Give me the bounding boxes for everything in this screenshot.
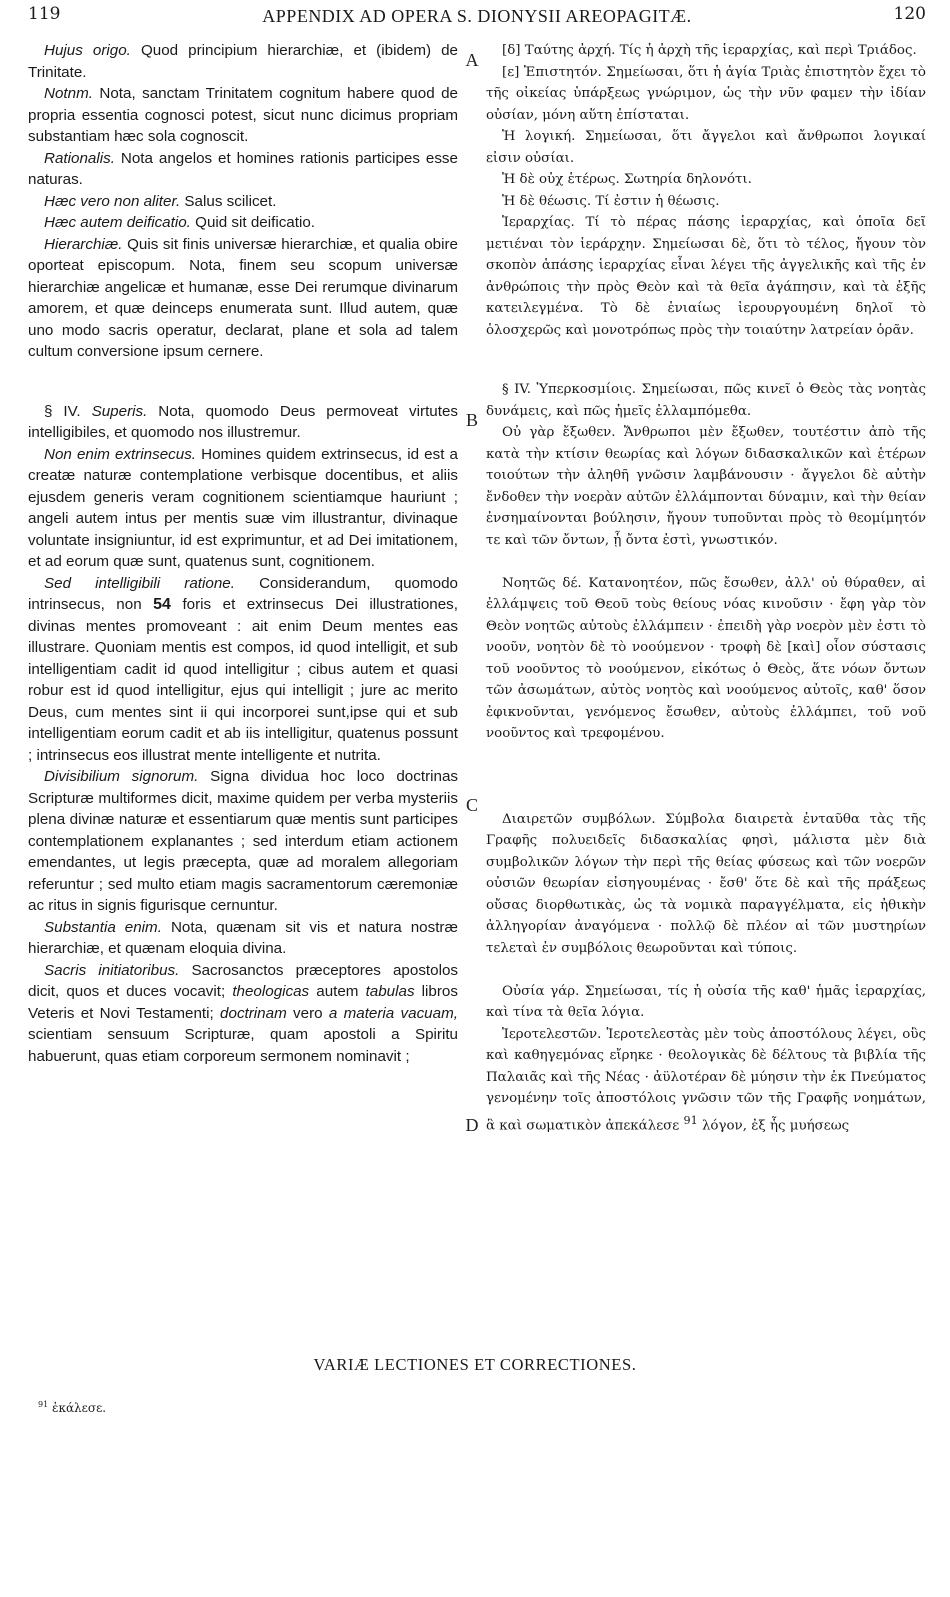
lemma: Sed intelligibili ratione. bbox=[44, 574, 235, 592]
footnote bbox=[38, 1400, 106, 1415]
italic-term: a materia vacuam, bbox=[328, 1004, 458, 1022]
running-title: APPENDIX AD OPERA S. DIONYSII AREOPAGITÆ. bbox=[262, 6, 692, 26]
greek-paragraph: Νοητῶς δέ. Κατανοητέον, πῶς ἔσωθεν, ἀλλ' οὐ θύραθεν, αἱ ἐλλάμψεις τοῦ Θεοῦ τοὺς θείους νόας κινοῦσιν · ἔφη γὰρ τὸν Θεὸν νοητῶς αὐτοὺς ἐλλάμπειν · ἐπειδὴ γὰρ νοερὸν μὲν ἐστι τὸ νοοῦν, νοητὸν δὲ τὸ νοούμενον · τροφὴ δὲ [καὶ] οἷον σύστασις τοῦ νοοῦντος τὸ νοούμενον, εἰκότως ὁ Θεὸς, ἅτε νόων ὄντων τῶν ἀσωμάτων, αὐτὸς νοητὸς καὶ νοούμενος αὐτοῖς, καθ' ὅσον ἐφικνοῦνται, γενόμενος ἔσωθεν, αὐτοὺς ἐλλάμπει, τοῦ νοῦ νοοῦντος καὶ τρεφομένου. bbox=[486, 575, 926, 741]
paragraph-text: Sacrosanctos præceptores apostolos dicit, quos et duces vocavit; bbox=[28, 961, 458, 1000]
paragraph-text: Nota, quænam sit vis et natura nostræ hierarchiæ, et quænam eloquia divina. bbox=[28, 918, 458, 957]
lemma: Sacris initiatoribus. bbox=[44, 961, 180, 979]
paragraph-text: Considerandum, quomodo intrinsecus, non bbox=[28, 574, 458, 613]
paragraph-text: Nota, sanctam Trinitatem cognitum habere quod de propria essentia cognosci potest, sicut nunc dicimus propriam substantiam hæc sola cognoscit. bbox=[28, 85, 458, 145]
paragraph-text: λόγον, ἐξ ἧς μυήσεως bbox=[701, 1117, 850, 1133]
lemma: Hæc vero non aliter. bbox=[44, 192, 181, 210]
footnote-number: 91 bbox=[38, 1400, 49, 1409]
page-number-right: 120 bbox=[893, 4, 926, 24]
paragraph-text: Quis sit finis universæ hierarchiæ, et qualia obire oporteat episcopum. Nota, finem seu scopum universæ hierarchiæ angelicæ et humanæ, esse Dei rerumque divinarum amorem, et quæ deinceps enumerata sunt. Illud autem, quæ uno modo sacris operatur, declarat, plane et sola ad talem cultum conversione ipsum cernere. bbox=[28, 235, 458, 360]
margin-marker-d: D bbox=[465, 1115, 479, 1135]
italic-term: theologicas bbox=[232, 983, 310, 1000]
paragraph-text: Salus scilicet. bbox=[184, 192, 277, 210]
latin-paragraph bbox=[28, 766, 458, 917]
greek-paragraph: Ἡ δὲ οὐχ ἑτέρως. Σωτηρία δηλονότι. bbox=[502, 172, 752, 187]
paragraph-text: libros Veteris et Novi Testamenti; bbox=[28, 983, 458, 1022]
footnote-text: ἐκάλεσε. bbox=[52, 1401, 107, 1415]
paragraph-text: Nota, quomodo Deus permoveat virtutes intelligibiles, et quomodo nos illustremur. bbox=[28, 402, 458, 441]
greek-paragraph: Ἡ λογική. Σημείωσαι, ὅτι ἄγγελοι καὶ ἄνθρωποι λογικαί εἰσιν οὐσίαι. bbox=[486, 129, 926, 166]
latin-paragraph bbox=[28, 401, 458, 444]
greek-column bbox=[486, 40, 926, 1136]
paragraph-text: Quid sit deificatio. bbox=[195, 214, 315, 231]
latin-paragraph bbox=[28, 960, 458, 1068]
paragraph-text: autem bbox=[316, 983, 359, 1000]
page-number-left: 119 bbox=[28, 4, 61, 24]
paragraph-text: Quod principium hierarchiæ, et (ibidem) de Trinitate. bbox=[28, 42, 458, 81]
latin-paragraph bbox=[28, 234, 458, 363]
paragraph-text: scientiam sensuum Scripturæ, quam apostoli a Spiritu habuerunt, quas etiam corporeum sermonem nominavit ; bbox=[28, 1026, 458, 1065]
italic-term: tabulas bbox=[365, 983, 415, 1000]
footnote-ref: 91 bbox=[683, 1113, 698, 1127]
paragraph-text: Ἱεροτελεστῶν. Ἱεροτελεστὰς μὲν τοὺς ἀποστόλους λέγει, οὓς καὶ καθηγεμόνας εἴρηκε · θεολογικὰς δὲ δέλτους τὰ βιβλία τῆς Παλαιᾶς καὶ τῆς Νέας · ἀϋλοτέραν δὲ μύησιν τὴν ἐκ Πνεύματος γενομένην τοῖς ἀποστόλοις γνῶσιν τῶν τῆς Γραφῆς νοημάτων, ἃ καὶ σωματικὸν ἀπεκάλεσε bbox=[486, 1026, 926, 1133]
lemma: Hierarchiæ. bbox=[44, 235, 123, 253]
latin-paragraph bbox=[28, 212, 458, 234]
lemma: Hujus origo. bbox=[44, 42, 131, 59]
lemma: Rationalis. bbox=[44, 149, 115, 167]
paragraph-text: Nota angelos et homines rationis participes esse naturas. bbox=[28, 149, 458, 188]
latin-paragraph bbox=[28, 148, 458, 191]
paragraph-text: vero bbox=[293, 1004, 323, 1022]
greek-paragraph: [δ] Ταύτης ἀρχή. Τίς ἡ ἀρχὴ τῆς ἱεραρχίας, καὶ περὶ Τριάδος. bbox=[502, 43, 917, 58]
lemma: Superis. bbox=[91, 402, 148, 420]
greek-paragraph: [ε] Ἐπιστητόν. Σημείωσαι, ὅτι ἡ ἁγία Τριὰς ἐπιστητὸν ἔχει τὸ τῆς οἰκείας ὑπάρξεως γνώριμον, ὡς τὴν νῦν φαμεν τὴν ἰδίαν οὐσίαν, μόνη αὕτη ἐπίσταται. bbox=[486, 64, 926, 123]
paragraph-text: Signa dividua hoc loco doctrinas Scripturæ multiformes dicit, maxime quidem per verba mysteriis plena divinæ naturæ et essentiarum quæ mentis sunt participes contemplationem explanantes ; sed interdum etiam actionem emendantes, ut legis præcepta, quæ ad moralem allegoriam referuntur ; sed multo etiam magis sacramentorum cæremoniæ ac ritus in signis figurisque cernuntur. bbox=[28, 768, 458, 914]
lemma: Divisibilium signorum. bbox=[44, 768, 199, 785]
greek-paragraph: Οὐσία γάρ. Σημείωσαι, τίς ἡ οὐσία τῆς καθ' ἡμᾶς ἱεραρχίας, καὶ τίνα τὰ θεῖα λόγια. bbox=[486, 983, 926, 1020]
greek-paragraph: Οὐ γὰρ ἔξωθεν. Ἄνθρωποι μὲν ἔξωθεν, τουτέστιν ἀπὸ τῆς κατὰ τὴν κτίσιν θεωρίας καὶ λόγων διδασκαλικῶν καὶ ἑτέρων τοιούτων τὴν ἀληθῆ γνῶσιν λαμβάνουσιν · ἄγγελοι δὲ αὐτὴν ἔνδοθεν τὴν νοερὰν αὐτῶν ἐλλάμπονται δύναμιν, καὶ τὴν θείαν ἐνσημαίνονται βούλησιν, ἤγουν τυποῦνται πρὸς τὸ θεομίμητόν τε καὶ τῶν ὄντων, ᾗ ὄντα ἐστὶ, γνωστικόν. bbox=[486, 425, 926, 548]
page-header bbox=[28, 4, 926, 32]
greek-paragraph: Ἡ δὲ θέωσις. Τί ἐστιν ἡ θέωσις. bbox=[502, 193, 720, 209]
latin-paragraph bbox=[28, 40, 458, 83]
latin-paragraph bbox=[28, 191, 458, 213]
greek-paragraph: Ἱεραρχίας. Τί τὸ πέρας πάσης ἱεραρχίας, καὶ ὁποῖα δεῖ μετιέναι τὸν ἱεράρχην. Σημείωσαι δὲ, ὅτι τὸ τέλος, ἤγουν τὸν σκοπὸν ἁπάσης ἱεραρχίας εἶναι λέγει τῆς ἀγγελικῆς καὶ τῆς ἐν ἀνθρώποις τὴν πρὸς Θεὸν καὶ τὰ θεῖα ἀγάπησιν, καὶ τὰ ἑξῆς κατειλεγμένα. Τὸ δὲ ἑνιαίως ἱερουργουμένη δηλοῖ τὸ ὁλοσχερῶς καὶ μονοτρόπως πρὸς τὴν τοιαύτην λατρείαν ὁρᾶν. bbox=[486, 215, 926, 338]
paragraph-text: foris et extrinsecus Dei illustrationes, divinas mentes promoveant : ait enim Deum mentes eas illustrare. Quoniam mentis est compos, id quod intelligit, et sub intelligentiam cadit id quod intelligitur ; cibus autem et quasi robur est id quod intelligitur, ejus qui intelligit ; jure ac merito Deus, cum mentes sint ii qui incorporei sunt,ipse qui et sub intelligentiam eorum cadit et ab iis intelligitur, quatenus possunt ; intrinsecus eos illustrat mente intelligente et nutrita. bbox=[28, 596, 458, 764]
section-number: § IV. bbox=[44, 402, 81, 420]
lemma: Substantia enim. bbox=[44, 918, 162, 936]
latin-paragraph bbox=[28, 917, 458, 960]
margin-marker-b: B bbox=[465, 410, 478, 430]
lemma: Hæc autem deificatio. bbox=[44, 214, 191, 231]
latin-paragraph bbox=[28, 83, 458, 148]
margin-marker-c: C bbox=[465, 795, 478, 815]
column-number: 54 bbox=[153, 596, 171, 613]
latin-paragraph bbox=[28, 573, 458, 767]
lemma: Notnm. bbox=[44, 85, 93, 102]
variae-lectiones-heading: VARIÆ LECTIONES ET CORRECTIONES. bbox=[313, 1355, 637, 1374]
lemma: Non enim extrinsecus. bbox=[44, 445, 197, 463]
margin-marker-a: A bbox=[465, 50, 479, 70]
latin-paragraph bbox=[28, 444, 458, 573]
greek-paragraph: § IV. Ὑπερκοσμίοις. Σημείωσαι, πῶς κινεῖ ὁ Θεὸς τὰς νοητὰς δυνάμεις, καὶ πῶς ἡμεῖς ἐλλαμπόμεθα. bbox=[486, 382, 926, 419]
greek-paragraph: Διαιρετῶν συμβόλων. Σύμβολα διαιρετὰ ἐνταῦθα τὰς τῆς Γραφῆς πολυειδεῖς διδασκαλίας φησὶ, μάλιστα μὲν διὰ συμβολικῶν λόγων τὴν περὶ τῆς θείας φύσεως καὶ τῶν νοερῶν οὐσιῶν θεωρίαν εἰσηγουμένας · ἔσθ' ὅτε δὲ καὶ τῆς πράξεως οὔσας διορθωτικὰς, ὡς τὰ νομικὰ παραγγέλματα, εἰς ἠθικὴν ἀλληγορίαν ἀναγόμενα · πολλῷ δὲ πλέον αἱ τῶν μυστηρίων τελεταὶ ἐν συμβόλοις θεωροῦνται καὶ τύποις. bbox=[486, 811, 926, 956]
paragraph-text: Homines quidem extrinsecus, id est a creatæ naturæ contemplatione verbisque docentibus, et aliis ejusdem generis veram cognitionem scientiamque hauriunt ; angeli autem intus per mentis suæ vim illustrantur, divinaque voluntate insigniuntur, id est exprimuntur, et ad Dei imitationem, et ad eorum quæ sunt, quatenus sunt, cognitionem. bbox=[28, 445, 458, 570]
greek-paragraph bbox=[486, 1024, 926, 1137]
latin-column bbox=[28, 40, 458, 1067]
italic-term: doctrinam bbox=[220, 1004, 287, 1022]
